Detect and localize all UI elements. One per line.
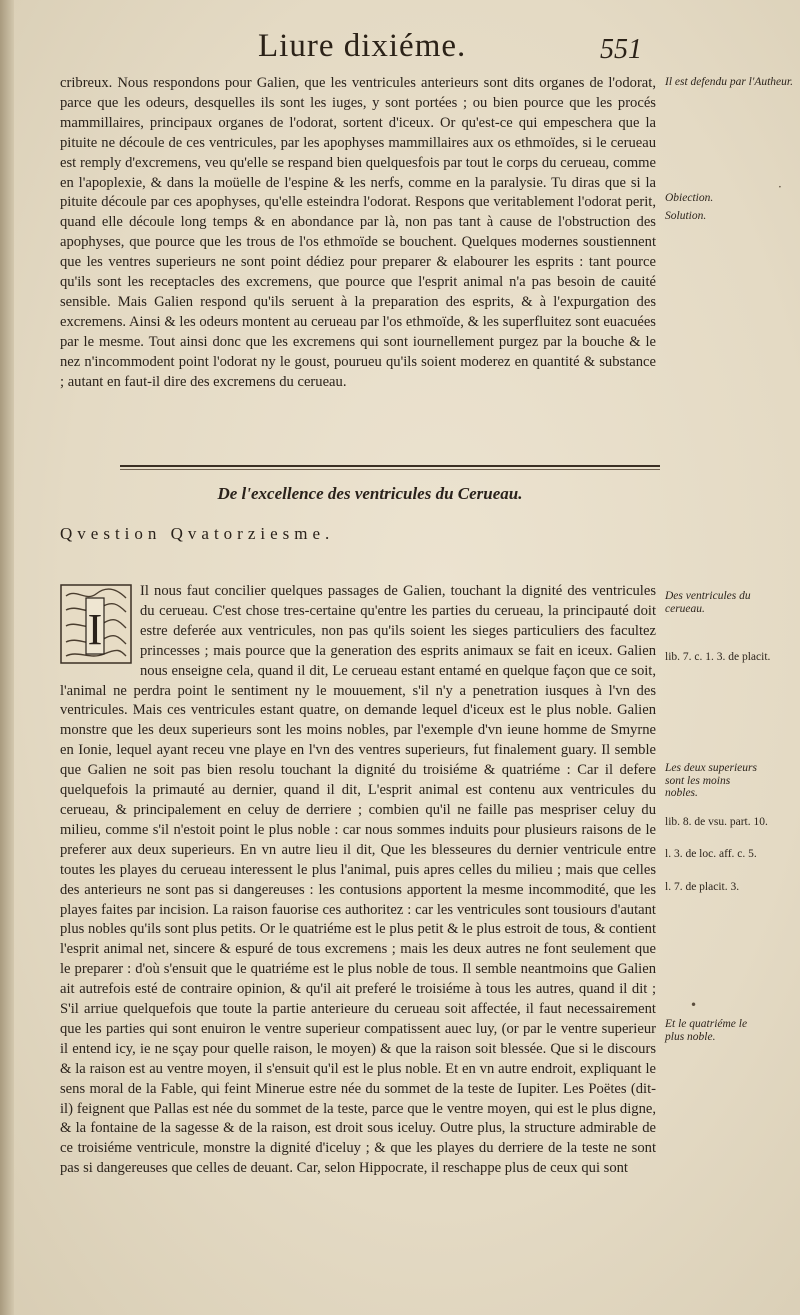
svg-text:I: I: [87, 605, 103, 654]
margin-note-ventricles: Des ventricules du cerueau.: [665, 590, 751, 615]
ornamental-drop-cap-icon: [60, 584, 132, 664]
margin-mark: •: [690, 998, 698, 1012]
text-block-question: [60, 582, 656, 1302]
margin-note-defense: Il est defendu par l'Autheur.: [665, 76, 793, 88]
page-number: 551: [600, 34, 642, 65]
margin-note-fourth-ventricle: Et le quatriéme le plus noble.: [665, 1018, 748, 1043]
paragraph-question: Il nous faut concilier quelques passages de Galien, touchant la dignité des ventricules du cerueau. C'est chose tres-certaine qu'entre les parties du cerueau, la principauté doit estre deferée aux ventricules, non pas qu'ils soient les sieges particuliers des facultez princesses ; mais pource que la generation des esprits animaux se fait en iceux. Galien nous enseigne cela, quand il dit, Le cerueau estant entamé en quelque façon que ce soit, l'animal ne perdra point le sentiment ny le mouuement, s'il n'y a penetration iusques à l'vn des ventricules. Mais ces ventricules estant quatre, on demande lequel d'iceux est le plus noble. Galien monstre que les deux superieurs sont les moins nobles, par l'exemple d'vn ieune homme de Smyrne en Ionie, lequel ayant receu vne playe en l'vn des ventres superieurs, fut finalement guary. Il semble que Galien ne soit pas bien resolu touchant la dignité du troisiéme & quatriéme : Car il defere quelquefois la primauté au dernier, quand il dit, L'esprit animal est contenu aux ventricules du cerueau, & principalement en celuy de derriere ; combien qu'il ne faille pas mespriser celuy du milieu, comme s'il n'estoit point le plus noble : car nous sommes induits pour plusieurs raisons de le preferer aux deux superieurs. En vn autre lieu il dit, Que les blesseures du dernier ventricule entre toutes les playes du cerueau interessent le plus l'animal, puis apres celles du milieu ; mais que celles des anterieurs ne sont pas si dangereuses : les contusions apportent la mesme incommodité, que les playes faites par incision. La raison fauorise ces authoritez : car les ventricules sont tousiours d'autant plus nobles qu'ils sont plus petits. Or le quatriéme est le plus petit & le plus estroit de tous, & contient l'esprit animal net, sincere & espuré de tous excremens ; mais les deux autres ne font seulement que le preparer : d'où s'ensuit que le quatriéme est le plus noble de tous. Il semble neantmoins que Galien ait autrefois esté de contraire opinion, & qu'il ait preferé le troisiéme à tous les autres, quand il dit ; S'il arriue quelquefois que toute la partie anterieure du cerueau soit affectée, il faut necessairement que les parties qui sont enuiron le ventre superieur compatissent auec luy, (or par le ventre superieur il entend icy, ie ne sçay pour quelle raison, le moyen) & que la raison soit blessée. Que si le discours & la raison est au ventre moyen, il s'ensuit qu'il est le plus noble. Et en vn autre endroit, expliquant le sens moral de la Fable, qui feint Minerue estre née du sommet de la teste de Iupiter. Les Poëtes (dit-il) feignent que Pallas est née du sommet de la teste, parce que le ventre moyen, qui est le plus digne, & la fontaine de la sagesse & de la raison, est droit sous iceluy. Outre plus, la structure admirable de ce troisiéme ventricule, monstre la dignité d'iceluy ; & que les playes du derriere de la teste ne sont pas si dangereuses que celles de deuant. Car, selon Hippocrate, il reschappe plus de ceux qui sont: [60, 583, 656, 1177]
paragraph-continuation: cribreux. Nous respondons pour Galien, que les ventricules anterieurs sont dits organes de l'odorat, parce que les odeurs, desquelles ils sont les iuges, y sont portées ; ou bien pource que les procés mammillaires, principaux organes de l'odorat, sortent d'iceux. Or qu'est-ce qui empeschera que la pituite ne découle de ces ventricules, par les apophyses mammillaires aux os ethmoïdes, si le cerueau est remply d'excremens, veu qu'elle se respand bien quelquesfois par tout le corps du cerueau, comme en l'apoplexie, & dans la moüelle de l'espine & les nerfs, comme en la paralysie. Tu diras que si la pituite découle par ces apophyses, qu'elle esteindra l'odorat. Respons que veritablement l'odorat perit, quand elle découle long temps & en abondance par là, non pas tant à cause de l'obstruction des apophyses, que pource que les trous de l'os ethmoïde se bouchent. Quelques modernes soustiennent que les ventres superieurs ne sont point dédiez pour preparer & elabourer les esprits : tant pource qu'ils sont les receptacles des excremens, que pource que l'esprit animal n'a pas besoin de cauité sensible. Mais Galien respond qu'ils seruent à la preparation des esprits, & à l'expurgation des excremens. Ainsi & les odeurs montent au cerueau par l'os ethmoïde, & les superfluitez sont euacuées par le mesme. Tout ainsi donc que les excremens qui sont iournellement purgez par la bouche & le nez n'incommodent point l'odorat ny le goust, pourueu qu'ils soient moderez en quantité & substance ; autant en faut-il dire des excremens du cerueau.: [60, 75, 656, 390]
margin-note-superior-ventricles: Les deux superieurs sont les moins nobles.: [665, 762, 757, 799]
section-heading: De l'excellence des ventricules du Cerueau.: [217, 484, 523, 503]
margin-note-solution: Solution.: [665, 210, 707, 222]
section-rule: [120, 465, 660, 467]
margin-mark: ·: [778, 180, 782, 194]
margin-note-objection: Obiection.: [665, 192, 714, 204]
page-header: [0, 28, 800, 74]
margin-ref-placit: lib. 7. c. 1. 3. de placit.: [665, 651, 771, 663]
running-title: Liure dixiéme.: [258, 28, 467, 64]
binding-gutter: [0, 0, 14, 1315]
margin-ref-vsu: lib. 8. de vsu. part. 10.: [665, 816, 768, 828]
margin-ref-placit-3: l. 7. de placit. 3.: [665, 881, 740, 893]
text-block-continuation: [60, 74, 656, 452]
question-title: Qvestion Qvatorziesme.: [60, 524, 335, 543]
margin-ref-loc-aff: l. 3. de loc. aff. c. 5.: [665, 848, 757, 860]
